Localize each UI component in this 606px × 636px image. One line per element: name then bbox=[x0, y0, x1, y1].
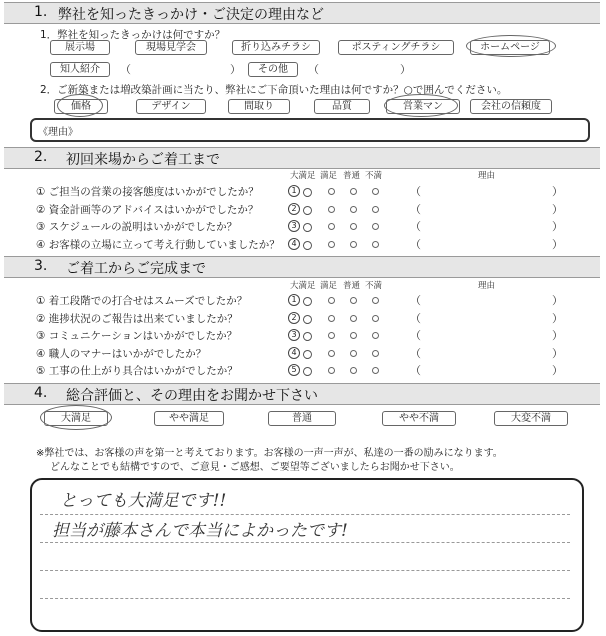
scale-header-normal: 普通 bbox=[343, 171, 361, 181]
paren-close: ） bbox=[552, 311, 563, 325]
option-sales-rep[interactable]: 営業マン bbox=[386, 99, 460, 114]
option-site-tour[interactable]: 現場見学会 bbox=[135, 40, 207, 55]
selected-mark[interactable] bbox=[302, 348, 314, 360]
rating-option[interactable] bbox=[350, 188, 357, 195]
question-2: ② 資金計画等のアドバイスはいかがでしたか？ bbox=[36, 203, 259, 216]
rating-very-dissatisfied[interactable]: 大変不満 bbox=[494, 411, 568, 426]
scale-header-very-satisfied: 大満足 bbox=[290, 281, 316, 291]
rating-option[interactable] bbox=[328, 350, 335, 357]
selected-mark[interactable] bbox=[302, 313, 314, 325]
section-number: 2. bbox=[34, 149, 48, 165]
option-flyer[interactable]: 折り込みチラシ bbox=[232, 40, 320, 55]
selected-mark[interactable] bbox=[302, 239, 314, 251]
rating-option[interactable] bbox=[328, 332, 335, 339]
option-design[interactable]: デザイン bbox=[136, 99, 206, 114]
selected-mark[interactable] bbox=[302, 366, 314, 378]
option-quality[interactable]: 品質 bbox=[314, 99, 370, 114]
rating-option[interactable] bbox=[350, 223, 357, 230]
question-reason: 2．ご新築または増改築計画に当たり、弊社にご下命頂いた理由は何ですか？○で囲んでください。 bbox=[40, 84, 508, 96]
rating-option[interactable] bbox=[350, 350, 357, 357]
paren-open: （ bbox=[410, 329, 421, 342]
paren-open: （ bbox=[410, 346, 421, 360]
rating-option[interactable] bbox=[328, 315, 335, 322]
reason-label: 《理由》 bbox=[38, 127, 78, 138]
question-3: ③ スケジュールの説明はいかがでしたか？ bbox=[36, 221, 238, 233]
section-title: ご着工からご完成まで bbox=[66, 261, 206, 277]
section-number: 4. bbox=[34, 385, 48, 401]
reason-header: 理由 bbox=[478, 281, 496, 291]
selected-mark bbox=[40, 405, 112, 430]
question-4: ④ 職人のマナーはいかがでしたか？ bbox=[36, 347, 207, 360]
scale-header-satisfied: 満足 bbox=[320, 281, 338, 291]
scale-header-dissatisfied: 不満 bbox=[365, 281, 383, 291]
paren-close: ） bbox=[552, 329, 563, 342]
section-title: 弊社を知ったきっかけ・ご決定の理由など bbox=[58, 7, 324, 23]
rating-option[interactable] bbox=[372, 350, 379, 357]
row-number-badge: 2 bbox=[288, 312, 300, 324]
paren-open: （ bbox=[308, 63, 319, 76]
section-2-header bbox=[4, 147, 600, 169]
row-number-badge: 2 bbox=[288, 203, 300, 215]
selected-mark[interactable] bbox=[302, 204, 314, 216]
paren-close: ） bbox=[552, 364, 563, 377]
rating-very-satisfied[interactable]: 大満足 bbox=[44, 411, 108, 426]
question-1: ① 着工段階での打合せはスムーズでしたか？ bbox=[36, 295, 248, 307]
question-1: ① ご担当の営業の接客態度はいかがでしたか？ bbox=[36, 186, 259, 198]
paren-close: ） bbox=[552, 346, 563, 360]
selected-mark[interactable] bbox=[302, 187, 314, 199]
rating-option[interactable] bbox=[350, 241, 357, 248]
rating-option[interactable] bbox=[328, 188, 335, 195]
option-homepage[interactable]: ホームページ bbox=[470, 40, 550, 55]
paren-open: （ bbox=[410, 237, 421, 251]
paren-close: ） bbox=[552, 294, 563, 307]
paren-open: （ bbox=[410, 202, 421, 216]
scale-header-satisfied: 満足 bbox=[320, 171, 338, 181]
rating-option[interactable] bbox=[372, 315, 379, 322]
paren-open: （ bbox=[410, 185, 421, 198]
rating-option[interactable] bbox=[372, 206, 379, 213]
paren-open: （ bbox=[410, 294, 421, 307]
reason-header: 理由 bbox=[478, 171, 496, 181]
section-number: 3. bbox=[34, 258, 48, 274]
rating-option[interactable] bbox=[372, 241, 379, 248]
question-3: ③ コミュニケーションはいかがでしたか？ bbox=[36, 330, 238, 342]
comment-line bbox=[40, 598, 570, 599]
option-posting-flyer[interactable]: ポスティングチラシ bbox=[338, 40, 454, 55]
comment-line bbox=[40, 514, 570, 515]
selected-mark bbox=[57, 94, 103, 117]
section-3-header bbox=[4, 256, 600, 278]
paren-open: （ bbox=[120, 63, 131, 76]
section-title: 総合評価と、その理由をお聞かせ下さい bbox=[66, 388, 318, 404]
paren-open: （ bbox=[410, 311, 421, 325]
paren-close: ） bbox=[552, 237, 563, 251]
rating-option[interactable] bbox=[372, 188, 379, 195]
comment-text-1: とっても大満足です!! bbox=[60, 491, 227, 511]
paren-close: ） bbox=[552, 202, 563, 216]
option-referral[interactable]: 知人紹介 bbox=[50, 62, 110, 77]
selected-mark[interactable] bbox=[302, 222, 314, 234]
question-4: ④ お客様の立場に立って考え行動していましたか？ bbox=[36, 238, 280, 251]
rating-option[interactable] bbox=[328, 206, 335, 213]
row-number-badge: 4 bbox=[288, 238, 300, 250]
rating-option[interactable] bbox=[328, 223, 335, 230]
row-number-badge: 3 bbox=[288, 329, 300, 341]
option-price[interactable]: 価格 bbox=[54, 99, 108, 114]
section-title: 初回来場からご着工まで bbox=[66, 152, 220, 168]
note-line-2: どんなことでも結構ですので、ご意見・ご感想、ご要望等ございましたらお聞かせ下さい。 bbox=[50, 462, 460, 473]
rating-option[interactable] bbox=[328, 297, 335, 304]
question-5: ⑤ 工事の仕上がり具合はいかがでしたか？ bbox=[36, 365, 238, 377]
rating-option[interactable] bbox=[328, 241, 335, 248]
note-line-1: ※弊社では、お客様の声を第一と考えております。お客様の一声一声が、私達の一番の励みになります。 bbox=[36, 448, 503, 459]
scale-header-very-satisfied: 大満足 bbox=[290, 171, 316, 181]
reason-field[interactable] bbox=[30, 118, 590, 142]
question-source: 1．弊社を知ったきっかけは何ですか？ bbox=[40, 29, 226, 41]
selected-mark[interactable] bbox=[302, 331, 314, 343]
row-number-badge: 1 bbox=[288, 185, 300, 197]
section-4-header bbox=[4, 383, 600, 405]
selected-mark bbox=[384, 94, 458, 117]
section-1-header bbox=[4, 2, 600, 24]
paren-close: ） bbox=[552, 185, 563, 198]
paren-open: （ bbox=[410, 364, 421, 377]
rating-option[interactable] bbox=[350, 206, 357, 213]
paren-close: ） bbox=[400, 63, 411, 76]
row-number-badge: 5 bbox=[288, 364, 300, 376]
comment-line bbox=[40, 542, 570, 543]
rating-option[interactable] bbox=[350, 297, 357, 304]
rating-option[interactable] bbox=[350, 332, 357, 339]
row-number-badge: 1 bbox=[288, 294, 300, 306]
rating-option[interactable] bbox=[372, 297, 379, 304]
rating-option[interactable] bbox=[372, 332, 379, 339]
selected-mark[interactable] bbox=[302, 296, 314, 308]
comment-line bbox=[40, 570, 570, 571]
rating-option[interactable] bbox=[372, 367, 379, 374]
paren-open: （ bbox=[410, 220, 421, 233]
rating-somewhat-satisfied[interactable]: やや満足 bbox=[154, 411, 224, 426]
scale-header-normal: 普通 bbox=[343, 281, 361, 291]
rating-option[interactable] bbox=[350, 367, 357, 374]
row-number-badge: 3 bbox=[288, 220, 300, 232]
paren-close: ） bbox=[230, 63, 241, 76]
rating-option[interactable] bbox=[328, 367, 335, 374]
rating-normal[interactable]: 普通 bbox=[268, 411, 336, 426]
selected-mark bbox=[466, 35, 556, 57]
paren-close: ） bbox=[552, 220, 563, 233]
rating-somewhat-dissatisfied[interactable]: やや不満 bbox=[382, 411, 456, 426]
option-trust[interactable]: 会社の信頼度 bbox=[470, 99, 552, 114]
section-number: 1. bbox=[34, 4, 48, 20]
question-2: ② 進捗状況のご報告は出来ていましたか？ bbox=[36, 312, 238, 325]
scale-header-dissatisfied: 不満 bbox=[365, 171, 383, 181]
option-other[interactable]: その他 bbox=[248, 62, 298, 77]
comment-text-2: 担当が藤本さんで本当によかったです! bbox=[52, 521, 348, 541]
rating-option[interactable] bbox=[372, 223, 379, 230]
option-showroom[interactable]: 展示場 bbox=[50, 40, 110, 55]
option-layout[interactable]: 間取り bbox=[228, 99, 290, 114]
row-number-badge: 4 bbox=[288, 347, 300, 359]
rating-option[interactable] bbox=[350, 315, 357, 322]
